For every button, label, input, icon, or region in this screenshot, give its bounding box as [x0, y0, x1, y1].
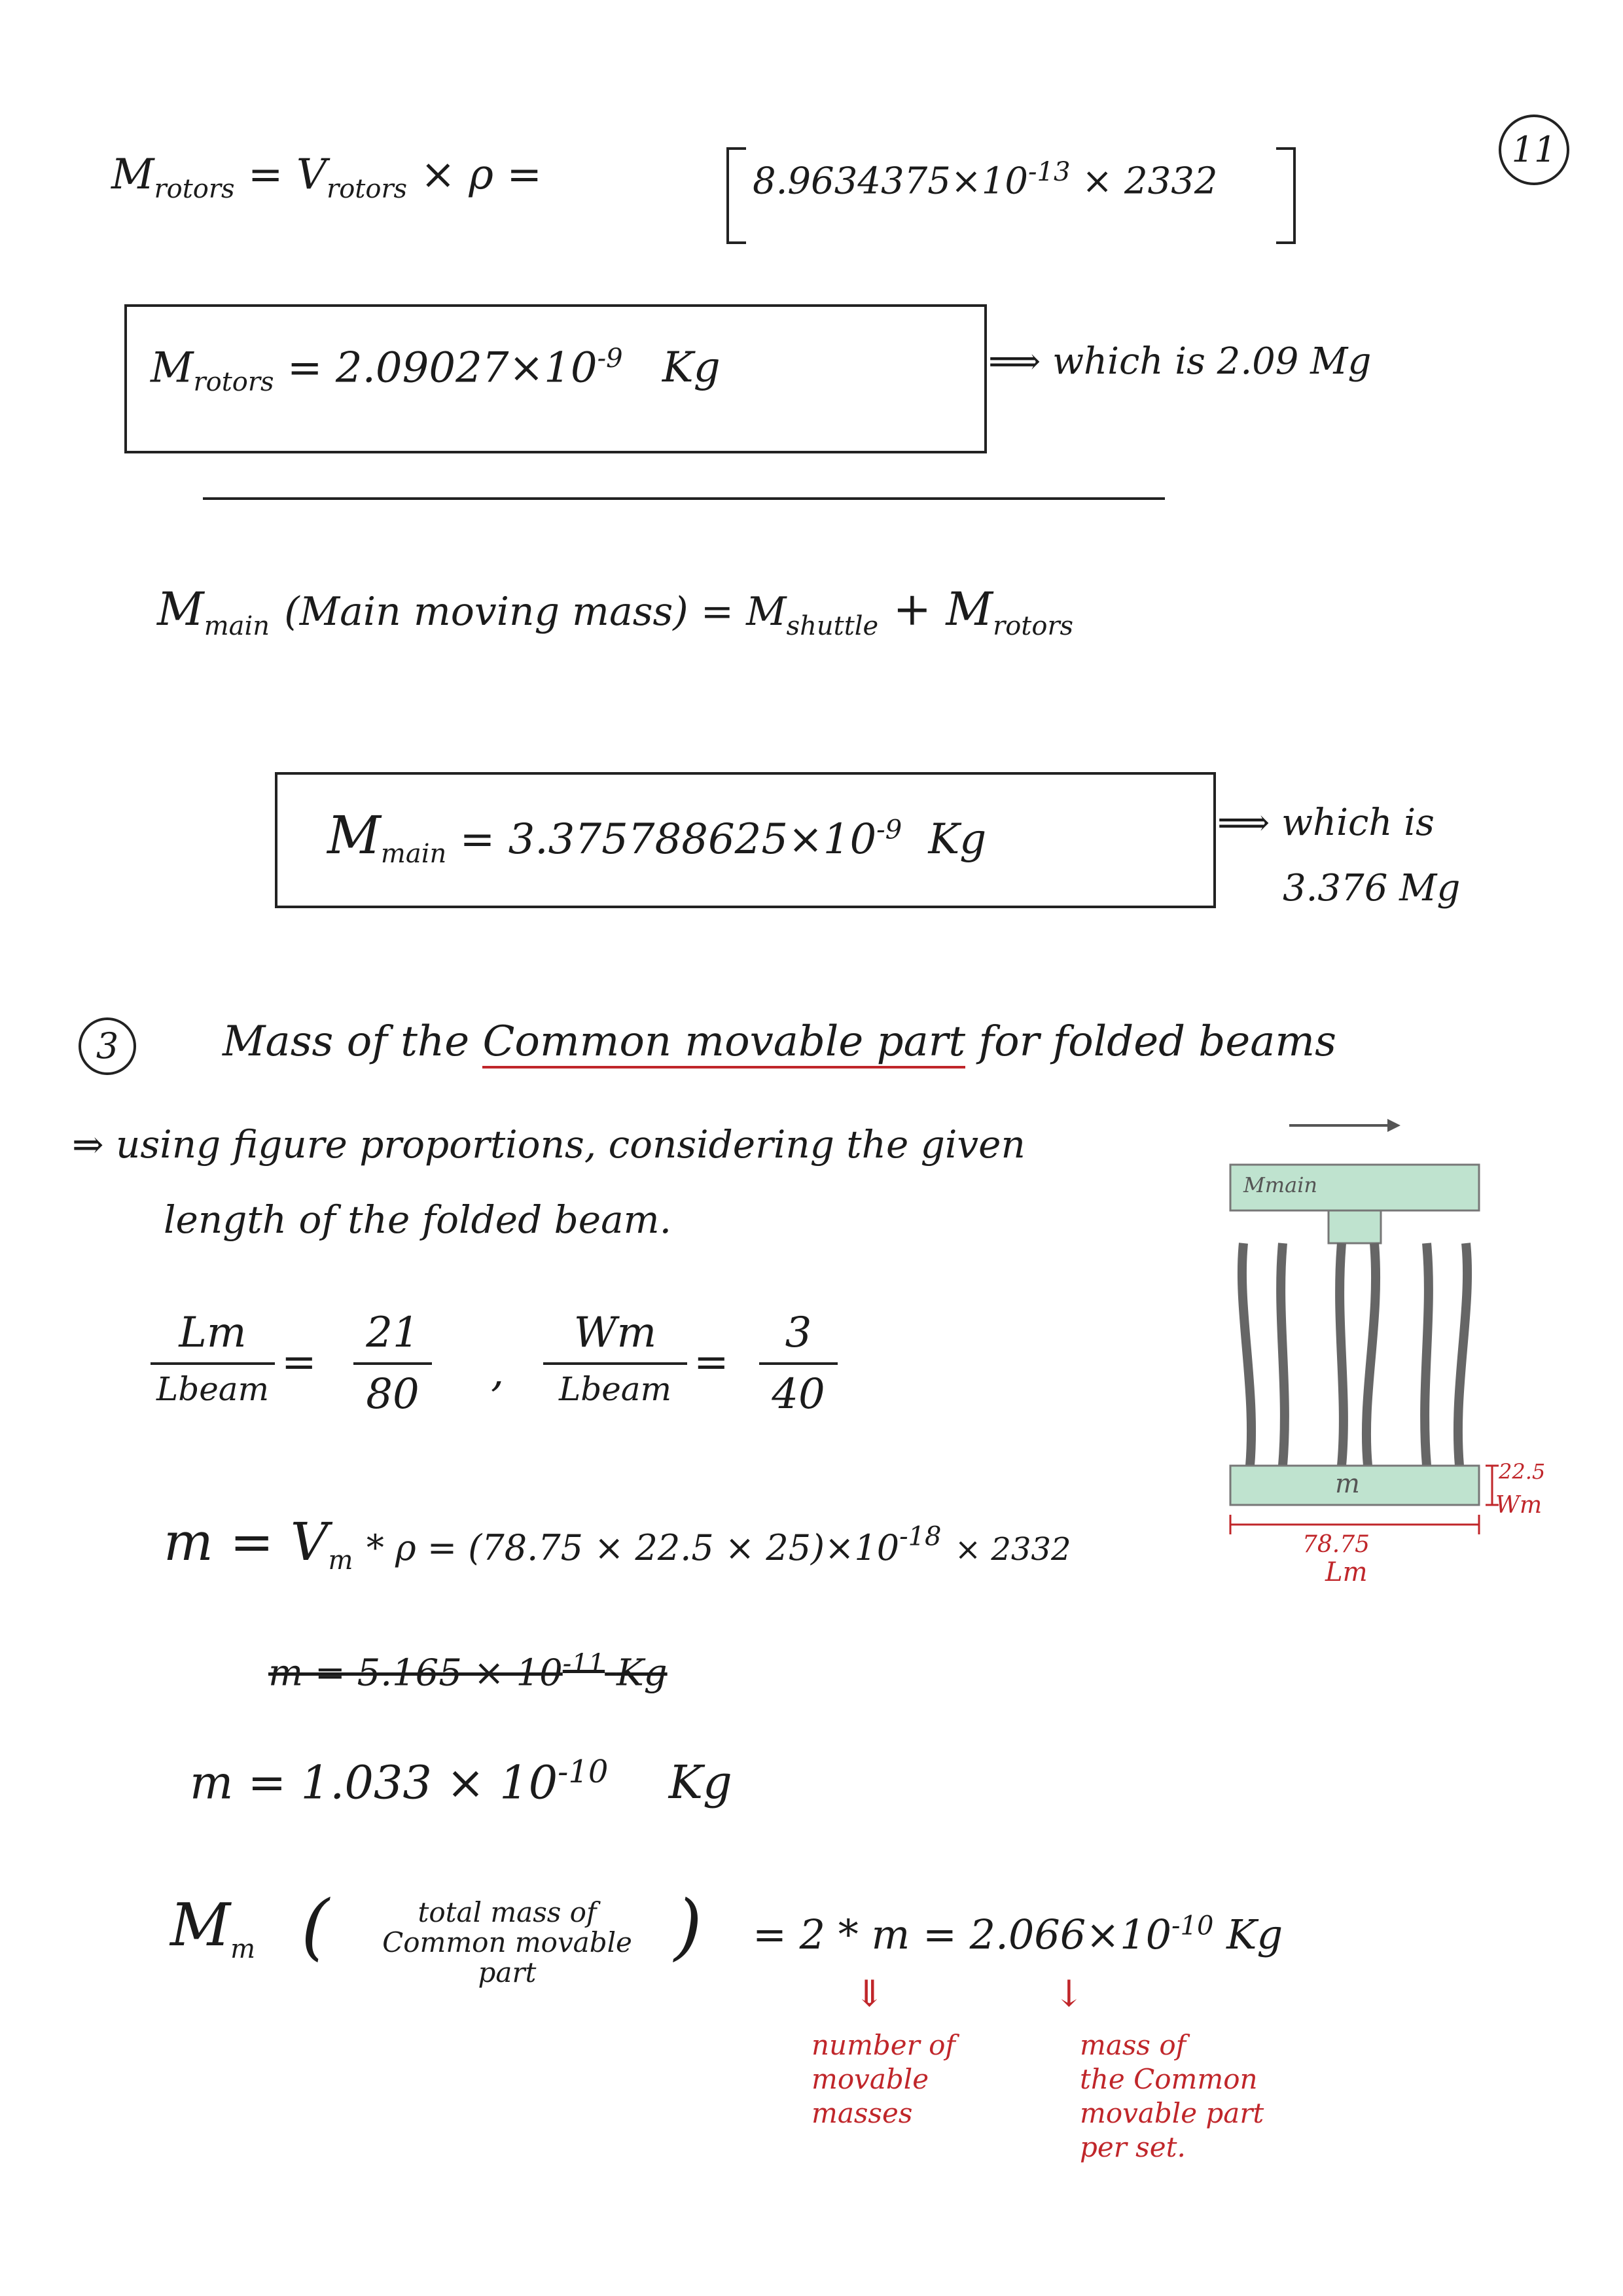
main-mass-equation: $M_{main}$ (Main moving mass) = $M_{shuttle} + M_{rotors}$ — [157, 582, 1074, 641]
rotors-volume-expression: $8.9634375\times 10^{-13} \times 2332$ — [753, 157, 1218, 203]
section-divider — [203, 497, 1165, 500]
struck-through-result: $m = 5.165 \times 10^{-11}$ Kg — [268, 1649, 668, 1695]
figure-width-label: Wm — [1495, 1492, 1543, 1519]
ratio-1-value: 21 80 — [353, 1309, 432, 1419]
figure-top-label: Mmain — [1243, 1173, 1318, 1197]
section-text-line-2: length of the folded beam. — [164, 1197, 672, 1242]
figure-width-value: 22.5 — [1499, 1459, 1546, 1484]
ratio-wm-lbeam: Wm Lbeam — [543, 1309, 687, 1408]
section-number: 3 — [79, 1017, 136, 1075]
ratio-separator: , — [491, 1348, 505, 1396]
ratio-2-equals: = — [694, 1338, 729, 1386]
page-number: 11 — [1499, 115, 1569, 185]
common-mass-equation: $m = V_m * \rho = (78.75 \times 22.5 \times 25)\times 10^{-18} \times 2332$ — [164, 1511, 1071, 1576]
section-heading: Mass of the Common movable part for folded beams — [223, 1017, 1336, 1066]
annotation-mass-per-set: mass of the Common movable part per set. — [1080, 2029, 1264, 2163]
ratio-1-equals: = — [281, 1338, 317, 1386]
main-mass-result: $M_{main} = 3.375788625\times 10^{-9}$ Kg — [327, 805, 987, 869]
total-mass-description: total mass of Common movable part — [382, 1896, 632, 1988]
rotors-result: $M_{rotors} = 2.09027\times 10^{-9}$ Kg — [151, 344, 721, 398]
total-mass-open-paren: ( — [301, 1884, 329, 1968]
total-mass-equation: = $2 * m = 2.066\times 10^{-10}$ Kg — [753, 1911, 1283, 1958]
bracket-right — [1276, 147, 1296, 244]
total-mass-symbol: $M_m$ — [170, 1891, 256, 1964]
figure-length-value: 78.75 — [1302, 1531, 1370, 1558]
annotation-arrow-mass: ↓ — [1054, 1973, 1084, 2015]
rotors-result-note: ⟹ which is 2.09 Mg — [988, 340, 1372, 383]
rotors-mass-equation: $M_{rotors} = V_{rotors} \times \rho$ = — [111, 150, 542, 204]
figure-length-label: Lm — [1325, 1557, 1368, 1587]
annotation-number-of-masses: number of movable masses — [812, 2029, 955, 2129]
bracket-left — [726, 147, 746, 244]
folded-beam-figure — [1191, 1112, 1546, 1587]
section-text-line-1: ⇒ using figure proportions, considering the given — [72, 1122, 1026, 1167]
arrow-right-icon: ⟹ — [988, 340, 1053, 383]
total-mass-close-paren: ) — [674, 1884, 702, 1968]
folded-beam-sketch — [1191, 1112, 1531, 1583]
ratio-lm-lbeam: Lm Lbeam — [151, 1309, 275, 1408]
main-mass-result-note-1: ⟹ which is — [1217, 802, 1435, 844]
ratio-2-value: 3 40 — [759, 1309, 838, 1419]
common-mass-result: $m = 1.033 \times 10^{-10}$ Kg — [190, 1754, 732, 1810]
figure-bottom-label: m — [1335, 1469, 1360, 1499]
main-mass-result-note-2: 3.376 Mg — [1283, 867, 1461, 910]
annotation-arrow-number: ⇓ — [854, 1973, 885, 2015]
arrow-right-icon: ⟹ — [1217, 802, 1282, 844]
